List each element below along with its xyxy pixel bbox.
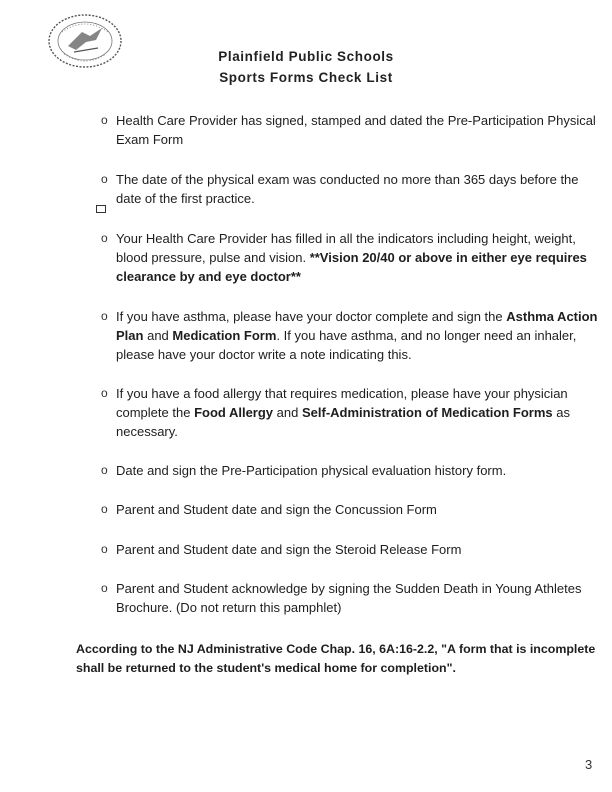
checklist-item [101, 307, 606, 364]
document-subtitle: Sports Forms Check List [219, 70, 393, 85]
checklist-item [101, 170, 606, 208]
self-administration-form: Self-Administration of Medication Forms [301, 405, 553, 420]
checklist-item [101, 111, 606, 149]
bullet-circle: o [101, 542, 108, 556]
medication-form: Medication Form [172, 328, 277, 343]
bullet-circle: o [101, 581, 108, 595]
bullet-circle: o [101, 231, 108, 245]
checklist-item-text: Parent and Student date and sign the Concussion Form [116, 502, 437, 517]
checklist-item-text: The date of the physical exam was conducted no more than 365 days before the date of the first practice. [116, 172, 579, 206]
bullet-circle: o [101, 463, 108, 477]
checklist-item-text: If you have asthma, please have your doctor complete and sign the Asthma Action Plan and Medication Form. If you have asthma, and no longer need an inhaler, please have your doctor write a note indicating this. [116, 309, 598, 362]
food-allergy-form: Food Allergy [194, 405, 274, 420]
checklist-item [101, 579, 606, 617]
checklist-item [101, 229, 606, 286]
checklist-item-text: Parent and Student date and sign the Steroid Release Form [116, 542, 462, 557]
checklist-item-text: Health Care Provider has signed, stamped and dated the Pre-Participation Physical Exam Form [116, 113, 596, 147]
stray-checkbox-mark [96, 205, 106, 213]
bullet-circle: o [101, 309, 108, 323]
checklist-item-text: Date and sign the Pre-Participation physical evaluation history form. [116, 463, 507, 478]
checklist-item [101, 500, 606, 519]
document-title: Plainfield Public Schools [218, 49, 394, 64]
asthma-action-plan-form: Asthma Action Plan [116, 309, 598, 343]
regulation-footnote: According to the NJ Administrative Code Chap. 16, 6A:16-2.2, "A form that is incomplete shall be returned to the student's medical home for completion". [76, 642, 596, 675]
checklist-item-text [116, 229, 606, 286]
bullet-circle: o [101, 113, 108, 127]
checklist-item [101, 384, 606, 441]
checklist-item [101, 461, 606, 480]
bullet-circle: o [101, 386, 108, 400]
checklist-item [101, 540, 606, 559]
checklist-item-text: If you have a food allergy that requires medication, please have your physician complete the Food Allergy and Self-Administration of Medication Forms as necessary. [116, 386, 570, 439]
bullet-circle: o [101, 172, 108, 186]
bullet-circle: o [101, 502, 108, 516]
item-text-plain: Your Health Care Provider has filled in all the indicators including height, weight, blood pressure, pulse and vision. [116, 231, 576, 265]
page-number: 3 [585, 757, 593, 772]
checklist-item-text: Parent and Student acknowledge by signing the Sudden Death in Young Athletes Brochure. (Do not return this pamphlet) [116, 581, 582, 615]
vision-requirement-note: **Vision 20/40 or above in either eye requires clearance by and eye doctor** [116, 250, 587, 284]
